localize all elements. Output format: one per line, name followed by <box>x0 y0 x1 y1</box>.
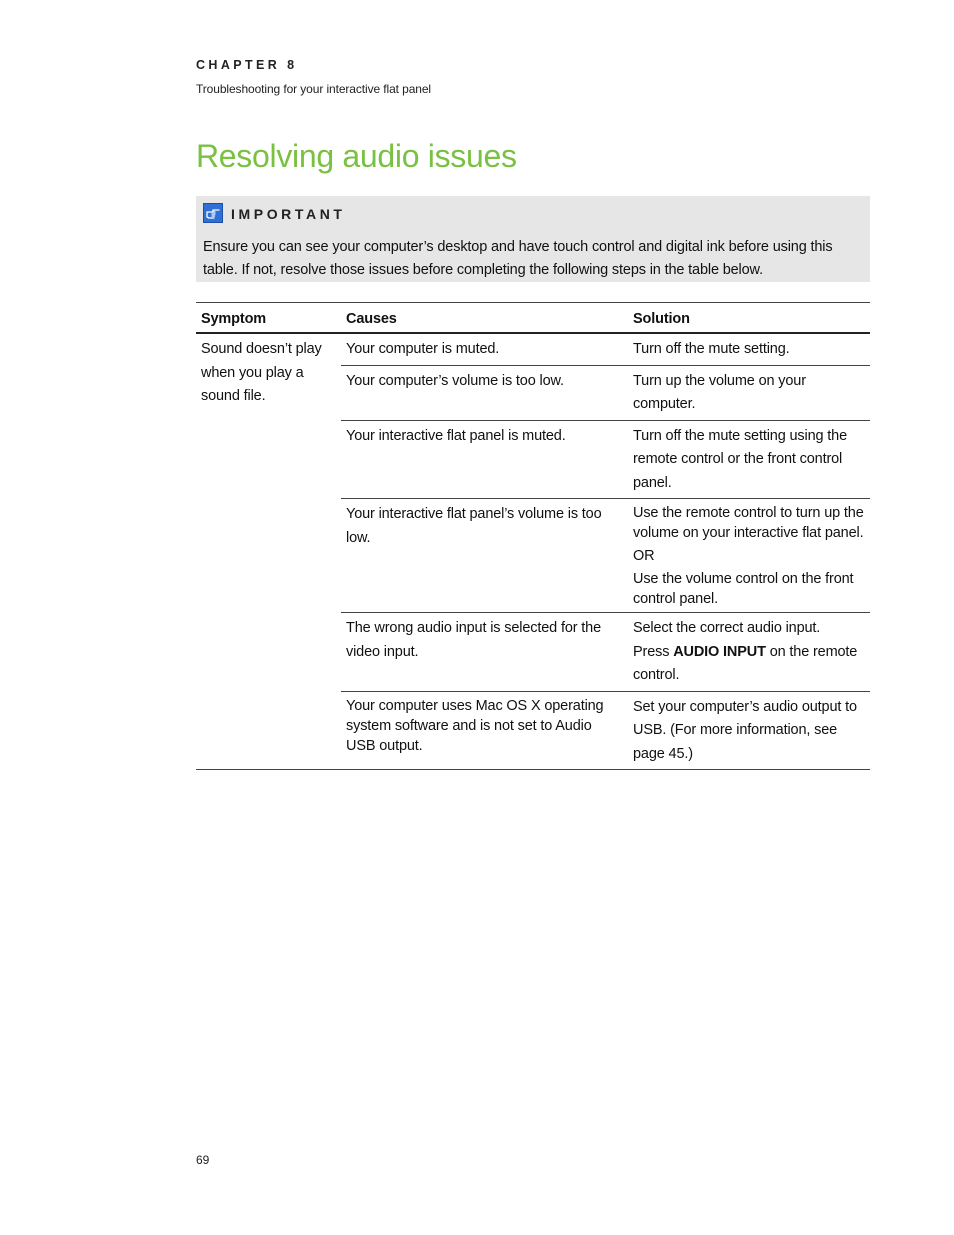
column-header-solution: Solution <box>628 303 870 334</box>
cause-cell: Your interactive flat panel is muted. <box>341 420 628 499</box>
column-header-causes: Causes <box>341 303 628 334</box>
cause-cell: Your computer is muted. <box>341 333 628 365</box>
solution-text-pre: Press <box>633 643 674 660</box>
solution-cell: Turn off the mute setting. <box>628 333 870 365</box>
audio-troubleshooting-table <box>196 302 870 770</box>
solution-cell: Turn up the volume on your computer. <box>628 365 870 420</box>
solution-text: Select the correct audio input. <box>633 620 821 636</box>
column-header-symptom: Symptom <box>196 303 341 334</box>
solution-text: Use the remote control to turn up the volume on your interactive flat panel. <box>633 505 864 541</box>
solution-text-post: on the remote control. <box>633 643 858 683</box>
page-number: 69 <box>196 1153 210 1167</box>
chapter-label: CHAPTER 8 <box>196 58 298 72</box>
solution-text <box>633 641 865 688</box>
table-header-row <box>196 303 870 334</box>
solution-or: OR <box>633 548 655 564</box>
table-row <box>196 333 870 365</box>
solution-cell: Set your computer’s audio output to USB. (For more information, see page 45.) <box>633 698 857 762</box>
page-title: Resolving audio issues <box>196 138 517 174</box>
symptom-cell: Sound doesn’t play when you play a sound file. <box>201 341 322 404</box>
solution-cell <box>628 613 870 692</box>
pointing-hand-icon <box>203 203 223 223</box>
important-label: IMPORTANT <box>231 206 346 222</box>
cause-cell: Your computer uses Mac OS X operating system software and is not set to Audio USB output. <box>346 697 604 754</box>
cause-cell: Your interactive flat panel’s volume is too low. <box>341 499 628 613</box>
solution-text: Use the volume control on the front control panel. <box>633 571 854 607</box>
important-callout <box>196 196 870 282</box>
important-text: Ensure you can see your computer’s desktop and have touch control and digital ink before using this table. If not, resolve those issues before completing the following steps in the table below. <box>203 239 833 278</box>
chapter-subtitle: Troubleshooting for your interactive flat panel <box>196 82 431 96</box>
cause-cell: Your computer’s volume is too low. <box>341 365 628 420</box>
audio-input-keyword: AUDIO INPUT <box>673 643 766 660</box>
cause-cell: The wrong audio input is selected for the video input. <box>341 613 628 692</box>
solution-cell: Turn off the mute setting using the remote control or the front control panel. <box>628 420 870 499</box>
solution-cell <box>628 499 870 613</box>
